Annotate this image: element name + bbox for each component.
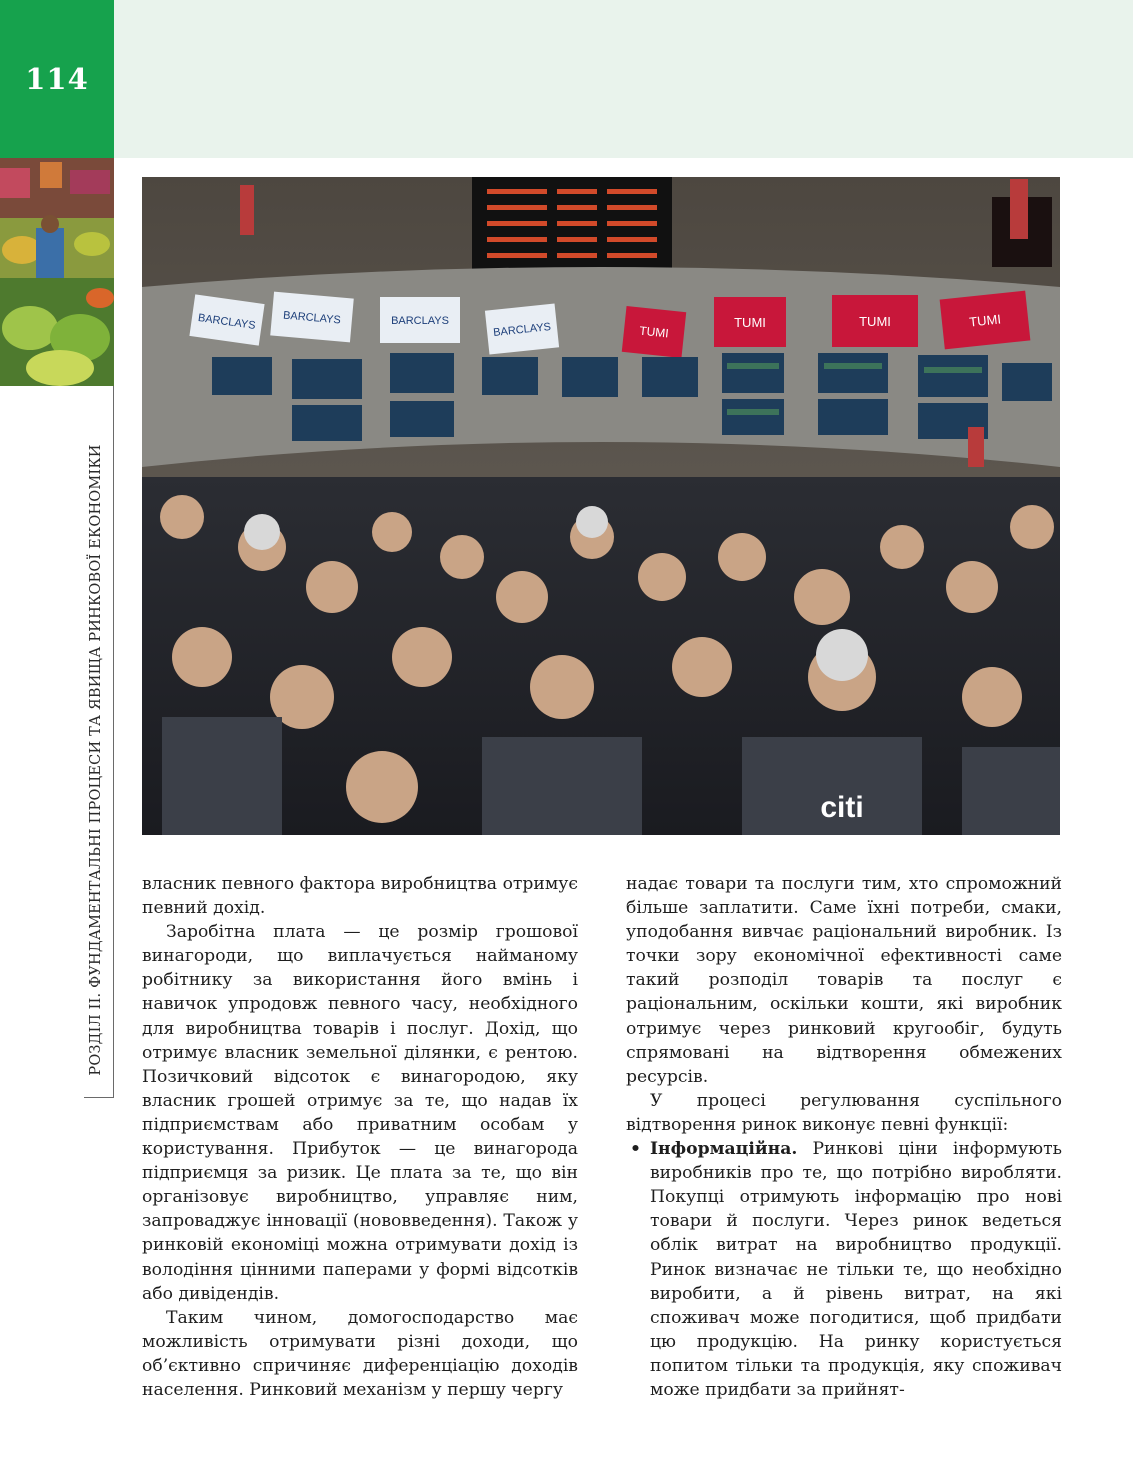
board-label: BARCLAYS xyxy=(197,312,257,332)
paragraph: власник певного фактора виробництва отримує певний дохід. xyxy=(142,874,578,919)
left-text-column xyxy=(142,872,578,1402)
board-label: TUMI xyxy=(638,323,670,341)
board-label: TUMI xyxy=(968,311,1002,330)
board-label: BARCLAYS xyxy=(282,309,342,327)
function-term: Інформаційна. xyxy=(650,1139,798,1160)
paragraph: надає товари та послуги тим, хто спроможний більше заплатити. Саме їхні потреби, смаки, уподобання вивчає раціональний виробник. Із точки зору економічної ефективності саме такий розподіл товарів та послуг є раціональним, оскільки кошти, які виробник отримує через ринковий кругообіг, будуть спрямовані на відтворення обмежених ресурсів. xyxy=(626,874,1062,1087)
jacket-logo: citi xyxy=(820,791,864,824)
function-description: Ринкові ціни інформують виробників про те, що потрібно виробляти. Покупці отримують інформацію про нові товари й послуги. Через ринок ведеться облік витрат на виробництво продукції. Ринок визначає не тільки те, що необхідно виробити, а й рівень витрат, на які споживач може погодитися, щоб придбати цю продукцію. На ринку користується попитом тільки та продукція, яку споживач може придбати за прийнят- xyxy=(650,1139,1062,1400)
market-stall-thumbnail xyxy=(0,158,114,386)
board-label: BARCLAYS xyxy=(492,321,552,339)
bullet-icon: • xyxy=(630,1139,641,1160)
right-text-column xyxy=(626,872,1062,1402)
side-rule xyxy=(113,386,114,1098)
board-label: TUMI xyxy=(859,314,891,329)
stock-exchange-photo xyxy=(142,177,1060,835)
top-header-band xyxy=(0,0,1133,158)
page-number-tab xyxy=(0,0,114,158)
paragraph: Таким чином, домогосподарство має можливість отримувати різні доходи, що об’єктивно спричиняє диференціацію доходів населення. Ринковий механізм у першу чергу xyxy=(142,1307,578,1400)
board-label: BARCLAYS xyxy=(391,315,449,327)
board-label: TUMI xyxy=(734,315,766,330)
section-title: РОЗДІЛ ІІ. ФУНДАМЕНТАЛЬНІ ПРОЦЕСИ ТА ЯВИЩА РИНКОВОЇ ЕКОНОМІКИ xyxy=(88,444,104,1076)
paragraph: У процесі регулювання суспільного відтворення ринок виконує певні функції: xyxy=(626,1090,1062,1135)
paragraph: Заробітна плата — це розмір грошової винагороди, що виплачується найманому робітнику за використання його вмінь і навичок упродовж певного часу, необхідного для виробництва товарів і послуг. Дохід, що отримує власник земельної ділянки, є рентою. Позичковий відсоток є винагородою, яку власник грошей отримує за те, що надав їх підприємствам або приватним особам у користування. Прибуток — це винагорода підприємця за ризик. Це плата за те, що він організовує виробництво, управляє ним, запроваджує інновації (нововведення). Також у ринковій економіці можна отримувати дохід із володіння цінними паперами у формі відсотків або дивідендів. xyxy=(142,922,578,1304)
page-number: 114 xyxy=(25,62,89,96)
list-item xyxy=(626,1137,1062,1402)
